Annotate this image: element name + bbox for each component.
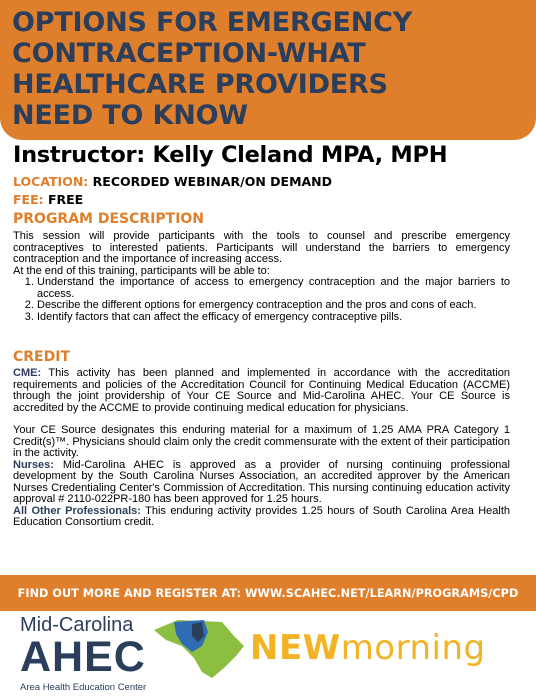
cme-label: CME: (13, 367, 42, 379)
fee-line (13, 192, 83, 207)
location-label: LOCATION: (13, 174, 89, 189)
designation-paragraph: Your CE Source designates this enduring material for a maximum of 1.25 AMA PRA Category 1 Credit(s)™. Physicians should claim only the credit commensurate with the extent of their participation in the activity. (13, 424, 510, 459)
objectives-list (13, 277, 510, 323)
instructor-name: Instructor: Kelly Cleland MPA, MPH (13, 142, 448, 168)
nurses-label: Nurses: (13, 458, 54, 471)
fee-label: FEE: (13, 192, 44, 207)
credit-heading: CREDIT (13, 349, 70, 365)
page-title (12, 7, 526, 131)
south-carolina-map-icon (152, 616, 248, 680)
cme-paragraph (13, 368, 510, 414)
other-label: All Other Professionals: (13, 504, 141, 517)
program-intro: This session will provide participants with the tools to counsel and prescribe emergency contraceptives to interested patients. Participants will understand the barriers to emergency contraception and the importance of increasing access. (13, 230, 510, 265)
ahec-line2: AHEC (20, 633, 146, 681)
other-text: This enduring activity provides 1.25 hours of South Carolina Area Health Education Consortium credit. (13, 504, 510, 528)
location-value: RECORDED WEBINAR/ON DEMAND (92, 174, 333, 189)
program-description-heading: PROGRAM DESCRIPTION (13, 211, 205, 227)
objective-item: 2. Describe the different options for emergency contraception and the pros and cons of each. (37, 300, 510, 312)
title-line: NEED TO KNOW (12, 100, 248, 131)
cme-text: This activity has been planned and implemented in accordance with the accreditation requirements and policies of the Accreditation Council for Continuing Medical Education (ACCME) through the joint providership of Your CE Source and Mid-Carolina AHEC. Your CE Source is accredited by the ACCME to provide continuing medical education for physicians. (13, 367, 510, 414)
mid-carolina-ahec-logo (12, 614, 244, 696)
objective-item: 1. Understand the importance of access to emergency contraception and the major barriers to access. (37, 277, 510, 300)
register-banner (0, 575, 536, 611)
nurses-text: Mid-Carolina AHEC is approved as a provider of nursing continuing professional development by the South Carolina Nurses Association, an accredited approver by the American Nurses Credentialing Center's Commission of Accreditation. This nursing continuing education activity approval # 2110-022PR-180 has been approved for 1.25 hours. (13, 458, 510, 505)
newmorning-part2: morning (340, 628, 486, 668)
fee-value: FREE (47, 192, 84, 207)
nurses-paragraph (13, 460, 510, 506)
location-line (13, 174, 332, 189)
title-line: HEALTHCARE PROVIDERS (12, 69, 388, 100)
title-banner (0, 0, 536, 140)
objective-item: 3. Identify factors that can affect the efficacy of emergency contraceptive pills. (37, 312, 510, 324)
objectives-lead: At the end of this training, participants will be able to: (13, 264, 270, 277)
register-link[interactable]: FIND OUT MORE AND REGISTER AT: WWW.SCAHEC.NET/LEARN/PROGRAMS/CPD (17, 586, 519, 600)
credit-section (13, 368, 510, 529)
newmorning-part1: NEW (250, 628, 341, 668)
other-professionals-paragraph (13, 506, 510, 529)
title-line: OPTIONS FOR EMERGENCY (12, 7, 413, 38)
title-line: CONTRACEPTION-WHAT (12, 38, 366, 69)
newmorning-logo (250, 628, 486, 668)
program-description (13, 231, 510, 323)
ahec-line3: Area Health Education Center (20, 682, 147, 693)
ahec-line1: Mid-Carolina (20, 614, 134, 636)
